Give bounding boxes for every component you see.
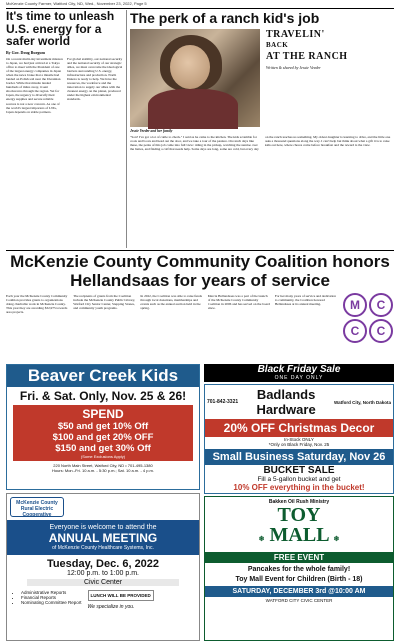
agenda-item: • Administrative Reports [21,590,82,595]
written-by: Written & shared by Jessie Veeder [266,65,321,70]
energy-article-col2: For global stability, our national security and the national security of our strategic allies, we must overcome the ideological barriers surrounding U.S. energy, infrastructure and production. North Dakota is ready to help. We have the resources, the workforce and the innovation to supply our allies with the cleanest energy on the planet, produced under the highest environmental standards. [67,56,123,102]
coalition-logo: M C C C [342,294,394,342]
beaver-creek-address: 220 North Main Street, Watford City, ND • 701-495-1380 [53,463,153,468]
toy-mall-title: TOY ❄ MALL ❄ [258,504,340,546]
photo-caption: Jessie Veeder and her family [130,129,173,133]
badlands-city: Watford City, North Dakota [334,399,391,405]
coalition-col4: Marcia Hellandsaas was a part of the launch of the McKenzie County Community Coalition in 2006 and has served on the board since. [207,294,270,311]
badlands-phone: 701-842-3321 [207,399,239,405]
column-logo [266,29,394,62]
meeting-date: Tuesday, Dec. 6, 2022 [46,558,160,570]
agenda-list [13,590,82,610]
perk-article-title: The perk of a ranch kid's job [130,10,320,26]
black-friday-banner [204,364,394,382]
spend-offer-box: SPEND $50 and get 10% Off $100 and get 20% OFF $150 and get 30% Off (Some Exclusions Apply) [13,405,193,461]
coalition-col1: Each year the McKenzie County Community Coalition provides grants to organizations doing charitable work in McKenzie County. This year they are awarding $32,975 towards area projects. [6,294,68,315]
coalition-col2: The recipients of grants from the Coalition include the McKenzie County Public Library, Watford City Senior Center, Stepping Stones, and community youth programs. [73,294,136,311]
black-friday-title: Black Friday Sale [257,364,341,375]
coalition-article-title: McKenzie County Community Coalition honors Hellandsaas for years of service [10,252,390,290]
beaver-creek-ad [6,364,200,490]
offer-row: $100 and get 20% OFF [52,432,154,443]
offer-row: $50 and get 10% Off [57,421,149,432]
snowflake-icon: ❄ [258,535,265,543]
meeting-time: 12:00 p.m. to 1:00 p.m. [67,570,139,577]
bucket-sale: BUCKET SALE [263,465,335,476]
perk-article-body: "Son? I've got a lot of cattle to check." I said as he came to the kitchen. The kids scramble for coats and boots and head out the door, and we take a tour of the pasture. On ranch days like these, the perks of this job come into full view: riding in the pickup, watching the sunrise over the buttes, and finding a calf that needs help. Some days are long, some are cold, but every day on the ranch teaches us something. My oldest daughter is learning to drive, and the little one asks a thousand questions along the way. I can't help but think about what a gift it is to raise kids out here, where chores come before breakfast and the reward is the view. [130,135,391,152]
toy-mall-location: WATFORD CITY CIVIC CENTER [265,598,333,603]
energy-article-title: It's time to unleash U.S. energy for a safer world [6,10,115,48]
agenda-item: • Nominating Committee Report [21,600,82,605]
pancakes-line: Pancakes for the whole family! [247,566,351,573]
mcrc-logo: McKenzie County Rural Electric Cooperative [10,497,64,517]
bucket-fill: Fill a 5-gallon bucket and get [257,476,341,483]
energy-article-byline: By Gov. Doug Burgum [6,49,45,55]
offer-row: $150 and get 30% Off [55,443,151,454]
column-logo-line2: BACK [266,41,289,49]
agenda-item: • Financial Reports [21,595,82,600]
small-business-saturday: Small Business Saturday, Nov 26 [205,449,393,465]
offer-sub: In-Stock ONLY [284,437,314,442]
beaver-creek-dates: Fri. & Sat. Only, Nov. 25 & 26! [19,389,187,403]
coalition-col5: For her many years of service and dedication to community, the Coalition honored Hellandsaas at its annual meeting. [274,294,336,307]
meeting-place: Civic Center [27,579,179,586]
toy-mall-date: SATURDAY, DECEMBER 3rd @10:00 AM [205,586,393,597]
header-rule [6,8,394,9]
page-header: McKenzie County Farmer, Watford City, ND, Wed., November 23, 2022, Page 5 [6,1,147,6]
badlands-hardware-ad [204,384,394,494]
tagline: We specialize in you. [87,604,135,610]
column-logo-line1: TRAVELIN' [266,29,325,40]
lunch-note: LUNCH WILL BE PROVIDED [88,590,154,601]
badlands-name: Badlands Hardware [256,387,316,417]
column-divider [126,10,127,248]
energy-article-col1: On a recent multi-day investment mission to Japan, we had just arrived at a Tokyo office to meet with the President of one of the largest energy companies in Japan when the news broke that a missile had landed on Polish soil near the Ukrainian border. While that missile landed hundreds of miles away, it sent shockwaves through the region. Yet for Japan, the urgency to diversify their energy supplies and secure reliable sources is not a new concern. As one of the world's largest importers of LNG, Japan depends on stable partners. [6,56,63,114]
beaver-creek-hours: Hours: Mon.-Fri. 10 a.m. - 5:30 p.m.; Sat. 10 a.m. - 4 p.m. [51,468,155,473]
section-rule [6,250,394,251]
author-photo [130,29,260,127]
bucket-discount: 10% OFF everything in the bucket! [233,483,365,492]
meeting-banner: Everyone is welcome to attend the ANNUAL MEETING of McKenzie County Healthcare Systems, Inc. [7,520,199,555]
toy-mall-sponsor: Bakken Oil Rush Ministry [268,499,330,505]
toy-mall-ad [204,496,394,641]
free-event-banner: FREE EVENT [205,552,393,563]
coalition-article [6,252,394,362]
annual-meeting-ad [6,493,200,641]
christmas-offer: 20% OFF Christmas Decor [205,419,393,437]
toy-mall-line: Toy Mall Event for Children (Birth - 18) [235,576,363,583]
coalition-col3: In 2022, the Coalition was able to raise funds through local donations, memberships and events such as the annual auction held in the spring. [140,294,202,311]
perk-article [130,10,394,248]
beaver-creek-title: Beaver Creek Kids [7,365,199,387]
offer-note: *Only on Black Friday, Nov. 25 [268,442,330,447]
snowflake-icon: ❄ [333,535,340,543]
energy-article [6,10,124,250]
exclusions-note: (Some Exclusions Apply) [80,454,126,459]
column-logo-line3: AT THE RANCH [266,51,348,62]
black-friday-sub: ONE DAY ONLY [274,375,324,381]
